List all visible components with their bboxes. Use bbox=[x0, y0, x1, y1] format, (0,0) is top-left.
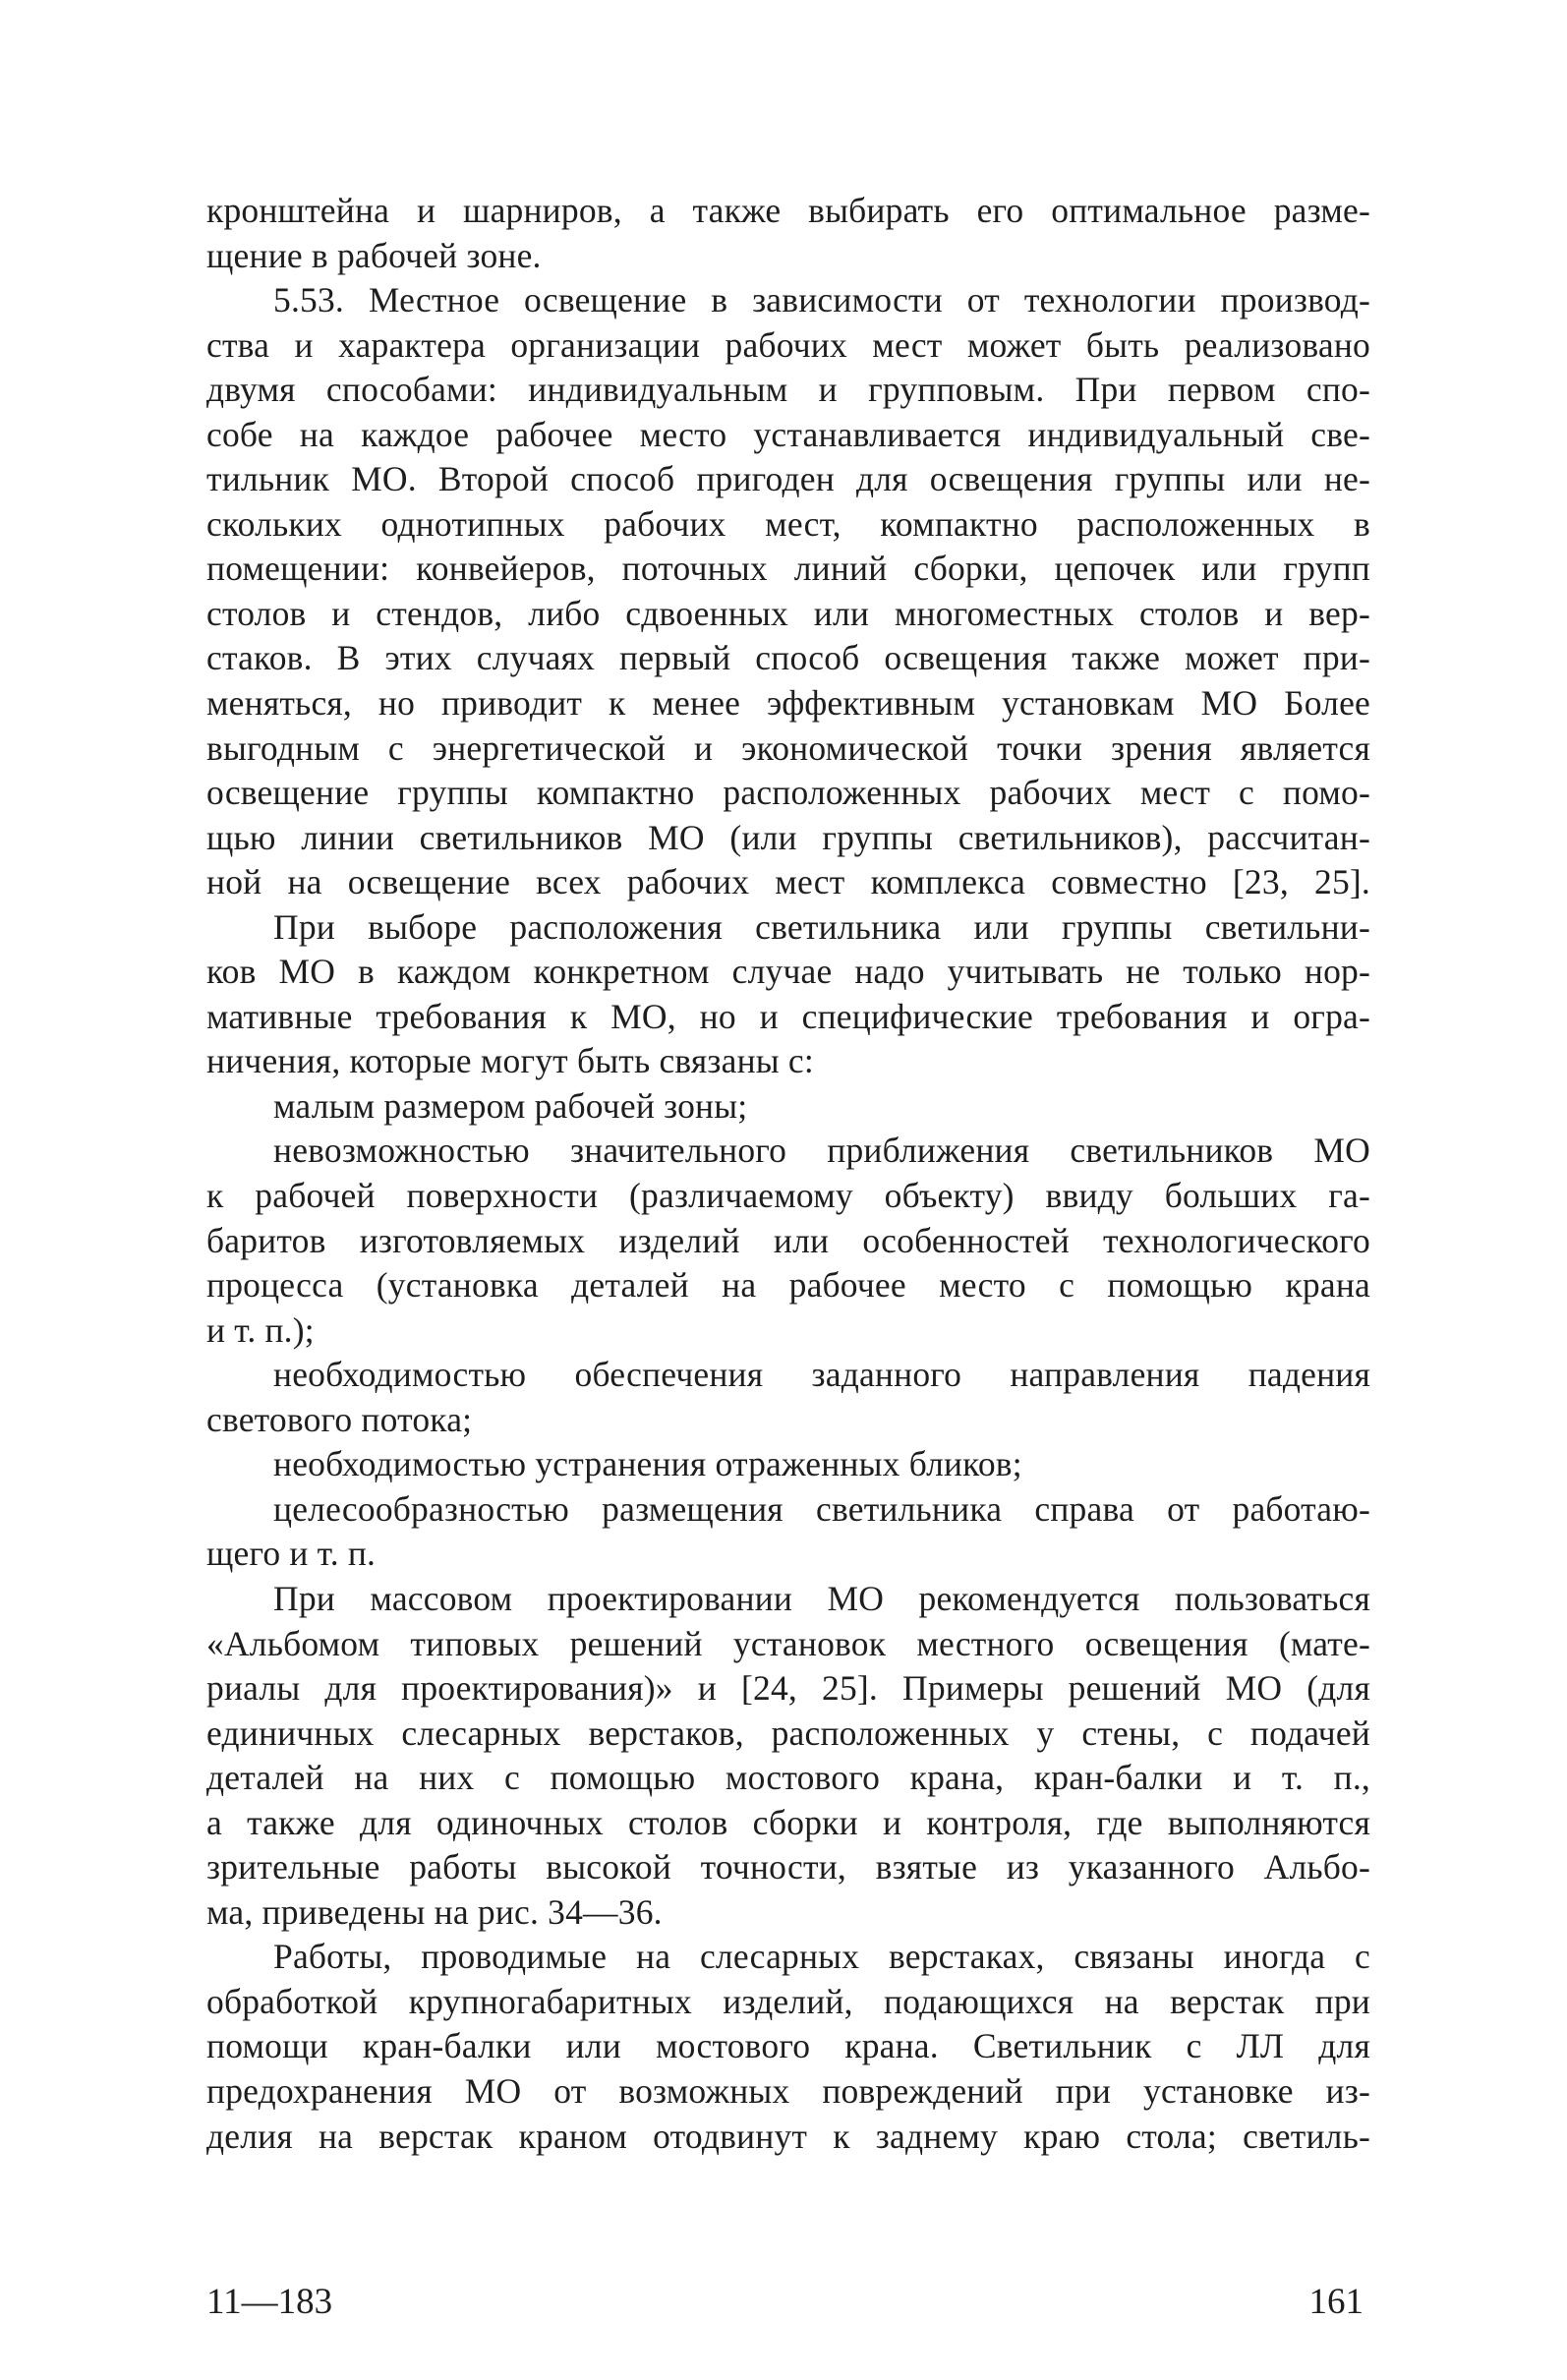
text-line: целесообразностью размещения светильника справа от работаю- bbox=[273, 1488, 1370, 1529]
text-line: а также для одиночных столов сборки и контроля, где выполняются bbox=[206, 1802, 1370, 1842]
text-line: освещение группы компактно расположенных рабочих мест с помо- bbox=[206, 773, 1370, 813]
text-line: щего и т. п. bbox=[206, 1534, 377, 1574]
text-line: мативные требования к МО, но и специфические требования и огра- bbox=[206, 996, 1370, 1036]
text-line: 5.53. Местное освещение в зависимости от технологии производ- bbox=[273, 280, 1370, 320]
text-line: скольких однотипных рабочих мест, компактно расположенных в bbox=[206, 503, 1370, 544]
text-line: делия на верстак краном отодвинут к заднему краю стола; светиль- bbox=[206, 2116, 1370, 2156]
text-line: тильник МО. Второй способ пригоден для освещения группы или не- bbox=[206, 459, 1370, 499]
text-line: предохранения МО от возможных повреждений при установке из- bbox=[206, 2070, 1370, 2111]
text-line: столов и стендов, либо сдвоенных или многоместных столов и вер- bbox=[206, 593, 1370, 633]
text-line: баритов изготовляемых изделий или особенностей технологического bbox=[206, 1220, 1370, 1260]
text-line: обработкой крупногабаритных изделий, подающихся на верстак при bbox=[206, 1981, 1370, 2021]
text-line: меняться, но приводит к менее эффективным установкам МО Более bbox=[206, 683, 1370, 724]
page-footer bbox=[206, 2281, 1370, 2340]
printer-signature: 11—183 bbox=[206, 2282, 333, 2322]
text-line: ма, приведены на рис. 34—36. bbox=[206, 1891, 663, 1932]
text-line: процесса (установка деталей на рабочее место с помощью крана bbox=[206, 1265, 1370, 1306]
text-line: ства и характера организации рабочих мест может быть реализовано bbox=[206, 324, 1370, 365]
text-line: невозможностью значительного приближения светильников МО bbox=[273, 1131, 1370, 1171]
text-line: При массовом проектировании МО рекомендуется пользоваться bbox=[273, 1578, 1370, 1618]
text-line: и т. п.); bbox=[206, 1309, 315, 1350]
text-line: «Альбомом типовых решений установок местного освещения (мате- bbox=[206, 1623, 1370, 1663]
text-line: двумя способами: индивидуальным и групповым. При первом спо- bbox=[206, 370, 1370, 410]
text-line: помещении: конвейеров, поточных линий сборки, цепочек или групп bbox=[206, 549, 1370, 589]
text-line: собе на каждое рабочее место устанавливается индивидуальный све- bbox=[206, 414, 1370, 454]
text-line: кронштейна и шарниров, а также выбирать его оптимальное разме- bbox=[206, 191, 1370, 230]
text-line: щение в рабочей зоне. bbox=[206, 235, 542, 275]
text-line: единичных слесарных верстаков, расположенных у стены, с подачей bbox=[206, 1712, 1370, 1753]
text-line: риалы для проектирования)» и [24, 25]. Примеры решений МО (для bbox=[206, 1668, 1370, 1709]
page-number: 161 bbox=[1308, 2282, 1364, 2322]
text-line: деталей на них с помощью мостового крана, кран-балки и т. п., bbox=[206, 1758, 1370, 1798]
text-line: ной на освещение всех рабочих мест комплекса совместно [23, 25]. bbox=[206, 862, 1370, 902]
text-line: Работы, проводимые на слесарных верстаках, связаны иногда с bbox=[273, 1937, 1370, 1977]
text-line: к рабочей поверхности (различаемому объекту) ввиду больших га- bbox=[206, 1176, 1370, 1216]
text-line: помощи кран-балки или мостового крана. Светильник с ЛЛ для bbox=[206, 2026, 1370, 2066]
text-line: ков МО в каждом конкретном случае надо учитывать не только нор- bbox=[206, 952, 1370, 992]
text-line: стаков. В этих случаях первый способ освещения также может при- bbox=[206, 638, 1370, 678]
text-line: зрительные работы высокой точности, взятые из указанного Альбо- bbox=[206, 1847, 1370, 1887]
text-line: ничения, которые могут быть связаны с: bbox=[206, 1041, 814, 1081]
text-line: выгодным с энергетической и экономической точки зрения является bbox=[206, 727, 1370, 768]
text-line: малым размером рабочей зоны; bbox=[273, 1085, 748, 1126]
text-line: светового потока; bbox=[206, 1399, 473, 1439]
text-line: необходимостью устранения отраженных бликов; bbox=[273, 1444, 1022, 1484]
text-line: щью линии светильников МО (или группы светильников), рассчитан- bbox=[206, 817, 1370, 857]
body-text bbox=[206, 189, 1370, 2159]
text-line: необходимостью обеспечения заданного направления падения bbox=[273, 1355, 1370, 1395]
text-line: При выборе расположения светильника или группы светильни- bbox=[273, 906, 1370, 947]
